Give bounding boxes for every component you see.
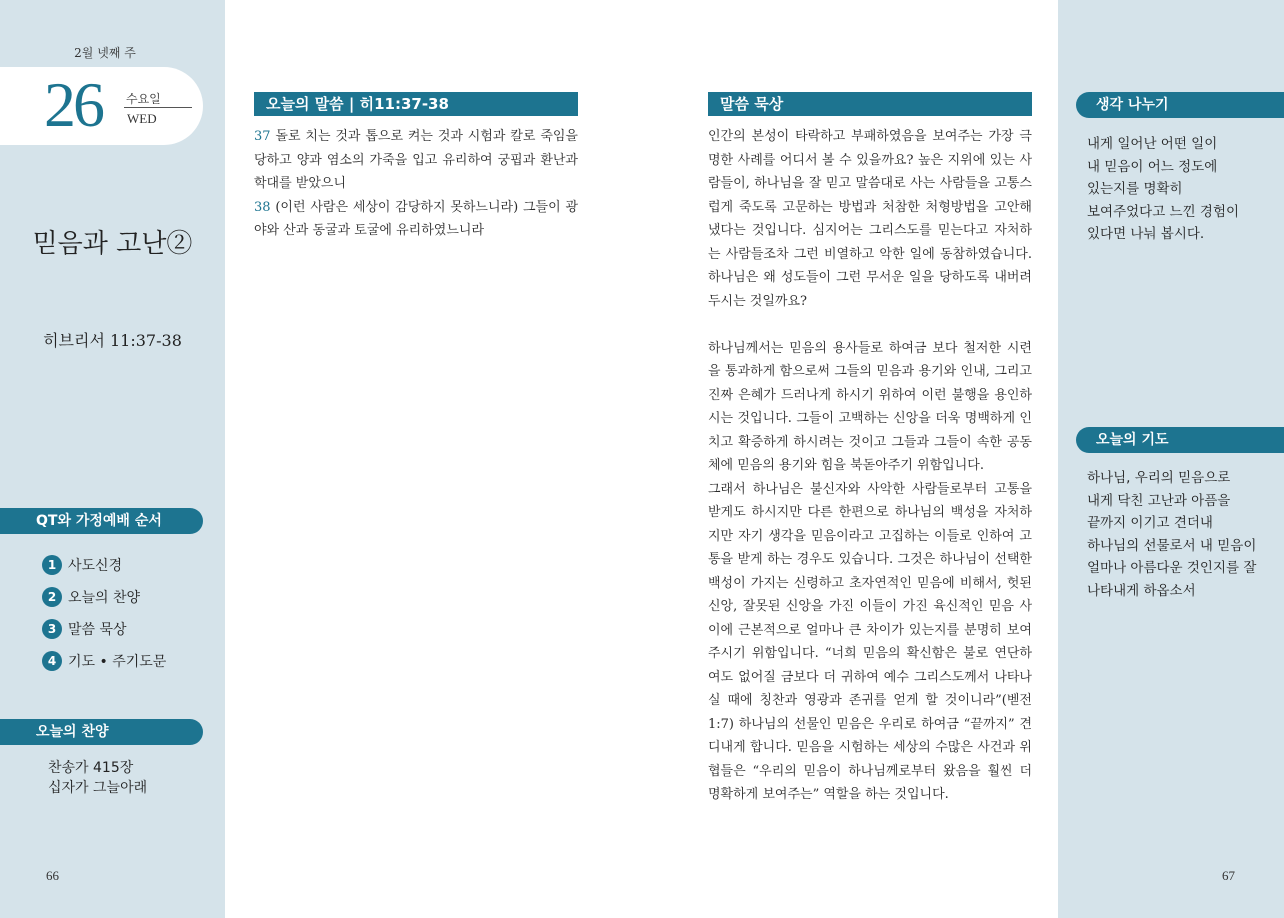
order-number: 4 — [42, 651, 62, 671]
prayer-line: 얼마나 아름다운 것인지를 잘 — [1087, 560, 1257, 576]
order-number: 2 — [42, 587, 62, 607]
paragraph-gap — [708, 313, 1032, 337]
sharing-line: 내 믿음이 어느 정도에 — [1087, 158, 1218, 175]
verse-text: 돌로 치는 것과 톱으로 켜는 것과 시험과 칼로 죽임을 당하고 양과 염소의 가죽을 입고 유리하여 궁핍과 환난과 학대를 받았으니 — [254, 129, 578, 191]
prayer-line: 나타내게 하옵소서 — [1087, 582, 1196, 599]
meditation-paragraph: 그래서 하나님은 불신자와 사악한 사람들로부터 고통을 받게도 하시지만 다른 한편으로 하나님의 백성을 자처하지만 자기 생각을 믿음이라고 고집하는 이들로 인하여 고통을 받게 하는 경우도 있습니다. 그것은 하나님이 선택한 백성이 가지는 신령하고 초자연적인 믿음에 비해서, 헛된 신앙, 잘못된 신앙을 가진 이들이 가진 육신적인 믿음 사이에 근본적으로 얼마나 큰 차이가 있는지를 분명히 보여주시기 위함입니다. “너희 믿음의 확신함은 불로 연단하여도 없어질 금보다 더 귀하여 예수 그리스도께서 나타나실 때에 칭찬과 영광과 존귀를 얻게 할 것이니라”(벧전1:7) 하나님의 선물인 믿음은 우리로 하여금 “끝까지” 견디내게 합니다. 믿음을 시험하는 세상의 수많은 사건과 위협들은 “우리의 믿음이 하나님께로부터 왔음을 훨씬 더 명확하게 보여주는” 역할을 하는 것입니다. — [708, 481, 1032, 802]
meditation-body — [708, 125, 1032, 807]
order-label: 사도신경 — [68, 558, 123, 574]
prayer-header: 오늘의 기도 — [1076, 427, 1284, 453]
prayer-line: 끝까지 이기고 견더내 — [1087, 515, 1213, 531]
prayer-text — [1087, 467, 1267, 602]
verse-block — [254, 125, 578, 243]
order-label: 말씀 묵상 — [68, 622, 127, 638]
weekday-divider — [124, 107, 192, 108]
verse-text: (이런 사람은 세상이 감당하지 못하느니라) 그들이 광야와 산과 동굴과 토굴에 유리하였느니라 — [254, 199, 579, 238]
hymn-title: 십자가 그늘아래 — [48, 780, 148, 796]
meditation-header: 말씀 묵상 — [708, 92, 1032, 116]
order-label: 기도 • 주기도문 — [68, 654, 167, 670]
weekday-korean: 수요일 — [126, 92, 161, 106]
page-number-left: 66 — [46, 868, 59, 883]
order-number: 1 — [42, 555, 62, 575]
order-number: 3 — [42, 619, 62, 639]
page-number-right: 67 — [1222, 868, 1235, 883]
day-title: 믿음과 고난② — [32, 229, 193, 259]
sharing-line: 있다면 나눠 봅시다. — [1087, 226, 1205, 242]
sharing-header: 생각 나누기 — [1076, 92, 1284, 118]
day-number: 26 — [44, 69, 102, 140]
meditation-paragraph: 하나님께서는 믿음의 용사들로 하여금 보다 철저한 시련을 통과하게 함으로써 그들의 믿음과 용기와 인내, 그리고 진짜 은혜가 드러나게 하시기 위하여 이런 불행을 용인하시는 것입니다. 그들이 고백하는 신앙을 더욱 명백하게 인치고 확증하게 하시려는 것이고 그들과 그들이 속한 공동체에 믿음의 용기와 힘을 북돋아주기 위함입니다. — [708, 340, 1032, 473]
verse-number: 37 — [254, 129, 271, 144]
prayer-line: 하나님의 선물로서 내 믿음이 — [1087, 537, 1257, 554]
order-item — [42, 587, 140, 607]
prayer-line: 내게 닥친 고난과 아픔을 — [1087, 492, 1231, 509]
sharing-line: 보여주었다고 느낀 경험이 — [1087, 203, 1240, 220]
order-item — [42, 555, 122, 575]
sharing-text — [1087, 133, 1267, 246]
sharing-line: 있는지를 명확히 — [1087, 181, 1183, 197]
week-label: 2월 넷째 주 — [74, 46, 136, 60]
order-item — [42, 619, 127, 639]
word-header: 오늘의 말씀 | 히11:37-38 — [254, 92, 578, 116]
weekday-english: WED — [127, 111, 157, 126]
order-header: QT와 가정예배 순서 — [0, 508, 203, 534]
sharing-line: 내게 일어난 어떤 일이 — [1087, 136, 1218, 152]
prayer-line: 하나님, 우리의 믿음으로 — [1087, 470, 1231, 486]
hymn-number: 찬송가 415장 — [48, 760, 134, 776]
order-label: 오늘의 찬양 — [68, 590, 141, 606]
order-item — [42, 651, 166, 671]
day-scripture: 히브리서 11:37-38 — [43, 331, 182, 350]
meditation-paragraph: 인간의 본성이 타락하고 부패하였음을 보여주는 가장 극명한 사례를 어디서 볼 수 있을까요? 높은 지위에 있는 사람들이, 하나님을 잘 믿고 말씀대로 사는 사람들을 고통스럽게 죽도록 고문하는 방법과 처참한 처형방법을 고안해 냈다는 것입니다. 심지어는 그리스도를 믿는다고 자처하는 사람들조차 그런 비열하고 악한 일에 동참하였습니다. 하나님은 왜 성도들이 그런 무서운 일을 당하도록 내버려두시는 것일까요? — [708, 129, 1032, 309]
hymn-header: 오늘의 찬양 — [0, 719, 203, 745]
verse-number: 38 — [254, 199, 271, 215]
